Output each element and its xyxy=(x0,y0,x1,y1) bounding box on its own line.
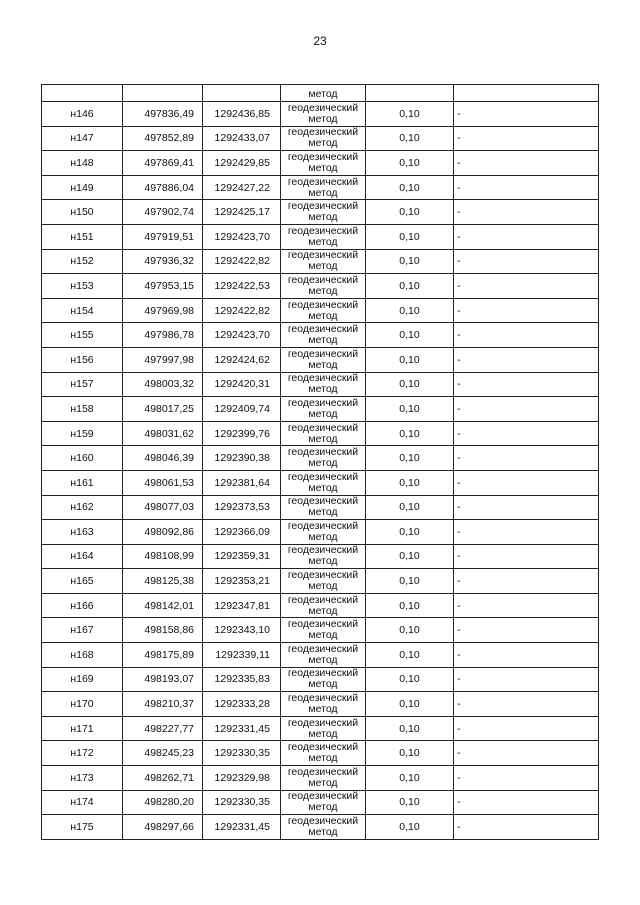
cell-method xyxy=(281,618,366,643)
table-row xyxy=(42,716,599,741)
cell-point: н171 xyxy=(42,716,123,741)
cell-x: 498092,86 xyxy=(123,520,203,545)
method-line-1: геодезический xyxy=(287,372,359,385)
cell-accuracy: 0,10 xyxy=(366,249,454,274)
cell-description: - xyxy=(454,815,599,840)
method-line-1: геодезический xyxy=(287,667,359,680)
cell-method xyxy=(281,446,366,471)
table-row xyxy=(42,741,599,766)
table-row xyxy=(42,470,599,495)
cell-description: - xyxy=(454,692,599,717)
cell-x: 498108,99 xyxy=(123,544,203,569)
cell-x: 497997,98 xyxy=(123,347,203,372)
cell-method xyxy=(281,569,366,594)
cell-method xyxy=(281,790,366,815)
method-line-1: геодезический xyxy=(287,593,359,606)
cell-method xyxy=(281,200,366,225)
cell-x: 497836,49 xyxy=(123,102,203,127)
cell-accuracy: 0,10 xyxy=(366,421,454,446)
table-row xyxy=(42,569,599,594)
table-row xyxy=(42,495,599,520)
cell-accuracy: 0,10 xyxy=(366,274,454,299)
cell-method xyxy=(281,151,366,176)
method-line-2: метод xyxy=(308,186,338,199)
cell-method xyxy=(281,643,366,668)
table-row xyxy=(42,766,599,791)
table-row xyxy=(42,224,599,249)
cell-accuracy: 0,10 xyxy=(366,643,454,668)
cell-description: - xyxy=(454,569,599,594)
cell-x: 498158,86 xyxy=(123,618,203,643)
cell-point: н163 xyxy=(42,520,123,545)
cell-point: н164 xyxy=(42,544,123,569)
table-row xyxy=(42,618,599,643)
cell-description: - xyxy=(454,298,599,323)
cell-point: н147 xyxy=(42,126,123,151)
cell-point: н146 xyxy=(42,102,123,127)
cell-y: 1292343,10 xyxy=(203,618,281,643)
cell-description: - xyxy=(454,618,599,643)
cell-accuracy: 0,10 xyxy=(366,151,454,176)
method-line-1: геодезический xyxy=(287,101,359,114)
cell-x: 498245,23 xyxy=(123,741,203,766)
cell-point: н162 xyxy=(42,495,123,520)
cell-y: 1292423,70 xyxy=(203,224,281,249)
cell-description: - xyxy=(454,741,599,766)
table-row xyxy=(42,323,599,348)
method-line-1: геодезический xyxy=(287,126,359,139)
cell-x: 498142,01 xyxy=(123,593,203,618)
cell-y: 1292399,76 xyxy=(203,421,281,446)
cell-accuracy: 0,10 xyxy=(366,224,454,249)
page-number: 23 xyxy=(313,34,327,48)
cell-method xyxy=(281,593,366,618)
cell-point: н159 xyxy=(42,421,123,446)
cell-method xyxy=(281,495,366,520)
cell-y: 1292436,85 xyxy=(203,102,281,127)
cell-accuracy: 0,10 xyxy=(366,175,454,200)
table-row xyxy=(42,815,599,840)
cell-method xyxy=(281,520,366,545)
cell-description: - xyxy=(454,643,599,668)
cell-description: - xyxy=(454,716,599,741)
cell-accuracy: 0,10 xyxy=(366,716,454,741)
cell-description: - xyxy=(454,495,599,520)
cell-x: 498227,77 xyxy=(123,716,203,741)
table-row xyxy=(42,372,599,397)
cell-x: 498003,32 xyxy=(123,372,203,397)
method-line-1: геодезический xyxy=(287,569,359,582)
cell-description: - xyxy=(454,397,599,422)
cell-description: - xyxy=(454,249,599,274)
coordinates-table-body xyxy=(42,85,599,840)
cell-point: н175 xyxy=(42,815,123,840)
method-line-2: метод xyxy=(308,407,338,420)
method-line-2: метод xyxy=(308,604,338,617)
cell-x: 498193,07 xyxy=(123,667,203,692)
cell-method xyxy=(281,421,366,446)
cell-accuracy: 0,10 xyxy=(366,397,454,422)
method-line-1: геодезический xyxy=(287,642,359,655)
cell-x: 498031,62 xyxy=(123,421,203,446)
method-line-2: метод xyxy=(308,481,338,494)
cell-y: 1292424,62 xyxy=(203,347,281,372)
cell-description xyxy=(454,85,599,102)
method-line-1: геодезический xyxy=(287,249,359,262)
cell-x: 497902,74 xyxy=(123,200,203,225)
cell-description: - xyxy=(454,224,599,249)
cell-point: н172 xyxy=(42,741,123,766)
cell-y: 1292433,07 xyxy=(203,126,281,151)
cell-method xyxy=(281,692,366,717)
cell-method xyxy=(281,766,366,791)
cell-y: 1292330,35 xyxy=(203,790,281,815)
cell-x xyxy=(123,85,203,102)
method-line-1: геодезический xyxy=(287,692,359,705)
cell-description: - xyxy=(454,372,599,397)
method-line-1: геодезический xyxy=(287,446,359,459)
method-line-1: геодезический xyxy=(287,544,359,557)
cell-y: 1292359,31 xyxy=(203,544,281,569)
cell-y: 1292329,98 xyxy=(203,766,281,791)
method-line-2: метод xyxy=(308,506,338,519)
cell-x: 498175,89 xyxy=(123,643,203,668)
method-line-1: геодезический xyxy=(287,519,359,532)
cell-y: 1292373,53 xyxy=(203,495,281,520)
cell-y: 1292422,82 xyxy=(203,298,281,323)
cell-method xyxy=(281,397,366,422)
cell-accuracy: 0,10 xyxy=(366,470,454,495)
cell-method xyxy=(281,126,366,151)
method-line-1: геодезический xyxy=(287,347,359,360)
method-line-1: геодезический xyxy=(287,396,359,409)
cell-y: 1292331,45 xyxy=(203,815,281,840)
cell-description: - xyxy=(454,274,599,299)
cell-method xyxy=(281,347,366,372)
cell-x: 498297,66 xyxy=(123,815,203,840)
method-line-2: метод xyxy=(308,235,338,248)
table-row xyxy=(42,347,599,372)
cell-method xyxy=(281,249,366,274)
method-line-1: геодезический xyxy=(287,323,359,336)
cell-accuracy: 0,10 xyxy=(366,741,454,766)
cell-description: - xyxy=(454,323,599,348)
cell-accuracy: 0,10 xyxy=(366,446,454,471)
cell-accuracy: 0,10 xyxy=(366,815,454,840)
method-line-1: геодезический xyxy=(287,741,359,754)
table-row xyxy=(42,643,599,668)
table-row xyxy=(42,249,599,274)
cell-point: н157 xyxy=(42,372,123,397)
cell-point: н160 xyxy=(42,446,123,471)
cell-method xyxy=(281,544,366,569)
cell-accuracy: 0,10 xyxy=(366,790,454,815)
table-row xyxy=(42,593,599,618)
cell-method xyxy=(281,716,366,741)
table-row xyxy=(42,200,599,225)
cell-y: 1292347,81 xyxy=(203,593,281,618)
cell-accuracy: 0,10 xyxy=(366,102,454,127)
cell-accuracy: 0,10 xyxy=(366,126,454,151)
table-row xyxy=(42,446,599,471)
cell-point: н158 xyxy=(42,397,123,422)
cell-description: - xyxy=(454,446,599,471)
cell-point: н166 xyxy=(42,593,123,618)
cell-description: - xyxy=(454,102,599,127)
cell-point: н170 xyxy=(42,692,123,717)
method-line-1: геодезический xyxy=(287,765,359,778)
cell-y: 1292335,83 xyxy=(203,667,281,692)
cell-point: н167 xyxy=(42,618,123,643)
cell-accuracy: 0,10 xyxy=(366,667,454,692)
cell-accuracy: 0,10 xyxy=(366,544,454,569)
cell-x: 498061,53 xyxy=(123,470,203,495)
cell-x: 498017,25 xyxy=(123,397,203,422)
method-line-2: метод xyxy=(308,432,338,445)
cell-description: - xyxy=(454,593,599,618)
method-line-2: метод xyxy=(308,801,338,814)
cell-method xyxy=(281,372,366,397)
cell-point: н168 xyxy=(42,643,123,668)
method-line-1: геодезический xyxy=(287,200,359,213)
cell-accuracy: 0,10 xyxy=(366,569,454,594)
cell-point: н161 xyxy=(42,470,123,495)
cell-point: н156 xyxy=(42,347,123,372)
cell-method xyxy=(281,815,366,840)
method-line-1: геодезический xyxy=(287,224,359,237)
cell-x: 497936,32 xyxy=(123,249,203,274)
cell-point: н149 xyxy=(42,175,123,200)
cell-accuracy: 0,10 xyxy=(366,298,454,323)
cell-method xyxy=(281,298,366,323)
table-row xyxy=(42,397,599,422)
cell-x: 497919,51 xyxy=(123,224,203,249)
method-line-1: геодезический xyxy=(287,273,359,286)
cell-x: 498262,71 xyxy=(123,766,203,791)
method-line-2: метод xyxy=(308,284,338,297)
cell-point xyxy=(42,85,123,102)
method-line-2: метод xyxy=(308,580,338,593)
method-line-2: метод xyxy=(308,211,338,224)
table-row xyxy=(42,667,599,692)
method-line-2: метод xyxy=(308,260,338,273)
cell-point: н174 xyxy=(42,790,123,815)
cell-x: 498077,03 xyxy=(123,495,203,520)
table-row xyxy=(42,790,599,815)
cell-method: метод xyxy=(281,85,366,102)
method-line-2: метод xyxy=(308,457,338,470)
method-line-1: геодезический xyxy=(287,716,359,729)
cell-x: 498046,39 xyxy=(123,446,203,471)
method-line-2: метод xyxy=(308,383,338,396)
cell-y: 1292353,21 xyxy=(203,569,281,594)
cell-method xyxy=(281,323,366,348)
table-row xyxy=(42,175,599,200)
cell-x: 497986,78 xyxy=(123,323,203,348)
method-line-2: метод xyxy=(308,555,338,568)
table-row xyxy=(42,102,599,127)
cell-y: 1292422,53 xyxy=(203,274,281,299)
method-line-1: геодезический xyxy=(287,470,359,483)
cell-description: - xyxy=(454,200,599,225)
method-line-2: метод xyxy=(308,137,338,150)
cell-point: н153 xyxy=(42,274,123,299)
cell-description: - xyxy=(454,520,599,545)
method-line-2: метод xyxy=(308,678,338,691)
cell-accuracy: 0,10 xyxy=(366,495,454,520)
cell-y: 1292425,17 xyxy=(203,200,281,225)
cell-accuracy: 0,10 xyxy=(366,520,454,545)
cell-accuracy: 0,10 xyxy=(366,347,454,372)
method-line-2: метод xyxy=(308,112,338,125)
cell-point: н152 xyxy=(42,249,123,274)
cell-y: 1292366,09 xyxy=(203,520,281,545)
method-line-1: геодезический xyxy=(287,175,359,188)
cell-accuracy: 0,10 xyxy=(366,692,454,717)
method-line-2: метод xyxy=(308,653,338,666)
cell-description: - xyxy=(454,151,599,176)
table-row xyxy=(42,421,599,446)
method-line-1: геодезический xyxy=(287,618,359,631)
cell-point: н154 xyxy=(42,298,123,323)
method-line-2: метод xyxy=(308,530,338,543)
method-line-2: метод xyxy=(308,334,338,347)
cell-description: - xyxy=(454,470,599,495)
cell-method xyxy=(281,741,366,766)
cell-method xyxy=(281,175,366,200)
method-line-2: метод xyxy=(308,629,338,642)
table-row xyxy=(42,298,599,323)
cell-description: - xyxy=(454,175,599,200)
cell-accuracy: 0,10 xyxy=(366,593,454,618)
method-line-2: метод xyxy=(308,309,338,322)
cell-accuracy: 0,10 xyxy=(366,323,454,348)
continuation-row xyxy=(42,85,599,102)
cell-method xyxy=(281,470,366,495)
table-row xyxy=(42,544,599,569)
cell-description: - xyxy=(454,347,599,372)
cell-accuracy: 0,10 xyxy=(366,200,454,225)
method-line-2: метод xyxy=(308,776,338,789)
cell-y: 1292420,31 xyxy=(203,372,281,397)
table-row xyxy=(42,126,599,151)
cell-x: 498280,20 xyxy=(123,790,203,815)
coordinates-table xyxy=(41,84,599,840)
cell-y: 1292409,74 xyxy=(203,397,281,422)
cell-y: 1292423,70 xyxy=(203,323,281,348)
cell-y xyxy=(203,85,281,102)
cell-description: - xyxy=(454,421,599,446)
cell-point: н173 xyxy=(42,766,123,791)
cell-y: 1292331,45 xyxy=(203,716,281,741)
method-line-2: метод xyxy=(308,358,338,371)
cell-y: 1292390,38 xyxy=(203,446,281,471)
cell-y: 1292427,22 xyxy=(203,175,281,200)
cell-point: н169 xyxy=(42,667,123,692)
cell-x: 497852,89 xyxy=(123,126,203,151)
cell-method xyxy=(281,102,366,127)
method-line-1: геодезический xyxy=(287,150,359,163)
cell-y: 1292333,28 xyxy=(203,692,281,717)
method-line-2: метод xyxy=(308,703,338,716)
cell-description: - xyxy=(454,766,599,791)
table-row xyxy=(42,151,599,176)
cell-description: - xyxy=(454,544,599,569)
method-line-1: геодезический xyxy=(287,495,359,508)
method-line-1: геодезический xyxy=(287,421,359,434)
cell-y: 1292330,35 xyxy=(203,741,281,766)
method-line-2: метод xyxy=(308,752,338,765)
method-line-1: геодезический xyxy=(287,298,359,311)
method-line-2: метод xyxy=(308,826,338,839)
cell-y: 1292422,82 xyxy=(203,249,281,274)
cell-x: 497953,15 xyxy=(123,274,203,299)
method-line-1: геодезический xyxy=(287,815,359,828)
table-row xyxy=(42,274,599,299)
cell-y: 1292381,64 xyxy=(203,470,281,495)
table-row xyxy=(42,520,599,545)
cell-method xyxy=(281,274,366,299)
table-row xyxy=(42,692,599,717)
method-line-1: геодезический xyxy=(287,790,359,803)
cell-point: н150 xyxy=(42,200,123,225)
cell-description: - xyxy=(454,126,599,151)
cell-point: н155 xyxy=(42,323,123,348)
method-line-2: метод xyxy=(308,727,338,740)
cell-x: 497969,98 xyxy=(123,298,203,323)
method-line-2: метод xyxy=(308,161,338,174)
cell-accuracy: 0,10 xyxy=(366,766,454,791)
cell-point: н165 xyxy=(42,569,123,594)
cell-x: 498125,38 xyxy=(123,569,203,594)
cell-x: 497869,41 xyxy=(123,151,203,176)
cell-point: н151 xyxy=(42,224,123,249)
cell-description: - xyxy=(454,667,599,692)
cell-method xyxy=(281,667,366,692)
cell-y: 1292429,85 xyxy=(203,151,281,176)
cell-x: 497886,04 xyxy=(123,175,203,200)
cell-accuracy xyxy=(366,85,454,102)
cell-accuracy: 0,10 xyxy=(366,372,454,397)
cell-accuracy: 0,10 xyxy=(366,618,454,643)
cell-point: н148 xyxy=(42,151,123,176)
cell-y: 1292339,11 xyxy=(203,643,281,668)
cell-description: - xyxy=(454,790,599,815)
cell-method xyxy=(281,224,366,249)
cell-x: 498210,37 xyxy=(123,692,203,717)
